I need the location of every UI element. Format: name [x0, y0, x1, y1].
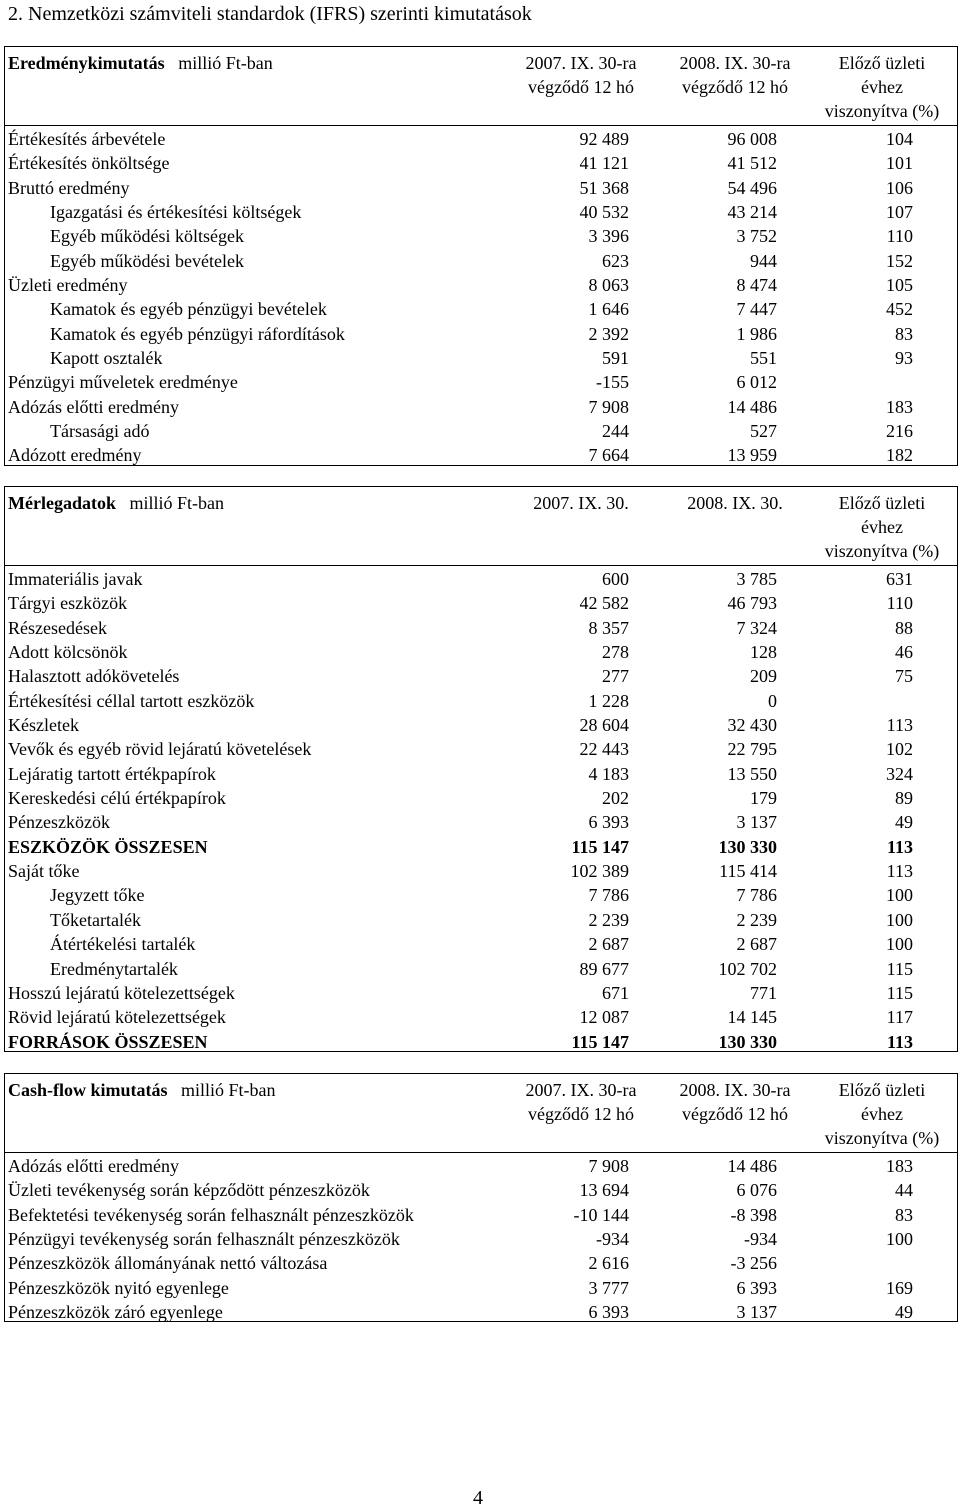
table-title-bold: Cash-flow kimutatás: [8, 1080, 168, 1100]
column-header-change: Előző üzleti évhez viszonyítva (%): [824, 53, 940, 121]
value-2007: 671: [602, 982, 629, 1003]
value-2007: 28 604: [579, 715, 629, 736]
row-label: Adózás előtti eredmény: [8, 396, 179, 417]
value-2008: 7 786: [736, 885, 777, 906]
value-2008: 2 687: [736, 934, 777, 955]
value-change-pct: 110: [886, 593, 913, 614]
table-row: [5, 737, 957, 761]
table-row: [5, 1030, 957, 1054]
value-2007: 1 646: [588, 299, 629, 320]
value-change-pct: 88: [895, 617, 913, 638]
table-title: [8, 1078, 276, 1102]
value-change-pct: 115: [886, 958, 913, 979]
value-2007: 22 443: [579, 739, 629, 760]
page-heading: 2. Nemzetközi számviteli standardok (IFRS) szerinti kimutatások: [8, 3, 532, 25]
table-row: [5, 883, 957, 907]
value-2008: 7 324: [736, 617, 777, 638]
value-2007: 2 616: [588, 1253, 629, 1274]
table-title-bold: Eredménykimutatás: [8, 53, 165, 73]
value-2008: 0: [768, 690, 777, 711]
row-label: Saját tőke: [8, 861, 80, 882]
value-2008: 527: [750, 421, 777, 442]
value-change-pct: 183: [886, 1156, 913, 1176]
row-label: Adott kölcsönök: [8, 642, 128, 663]
value-2007: 13 694: [579, 1180, 629, 1201]
value-change-pct: 75: [895, 666, 913, 687]
row-label: Átértékelési tartalék: [50, 934, 196, 955]
row-label: Bruttó eredmény: [8, 177, 130, 198]
column-header-2008: 2008. IX. 30-ra végződő 12 hó: [679, 1080, 791, 1124]
value-2008: 130 330: [718, 836, 777, 857]
value-2007: 277: [602, 666, 629, 687]
value-change-pct: 183: [886, 396, 913, 417]
value-2008: 32 430: [727, 715, 777, 736]
value-2007: 591: [602, 348, 629, 369]
table-row: [5, 151, 957, 175]
row-label: Hosszú lejáratú kötelezettségek: [8, 982, 235, 1003]
value-change-pct: 93: [895, 348, 913, 369]
column-header-2007: 2007. IX. 30.: [533, 493, 629, 513]
column-header-2007: 2007. IX. 30-ra végződő 12 hó: [525, 1080, 637, 1124]
table-row: [5, 200, 957, 224]
value-2008: 771: [750, 982, 777, 1003]
row-label: Tárgyi eszközök: [8, 593, 128, 614]
table-row: [5, 664, 957, 688]
table-title: [8, 491, 224, 515]
value-change-pct: 100: [886, 1229, 913, 1250]
table-body: [5, 566, 957, 1054]
value-change-pct: 100: [886, 934, 913, 955]
table-row: [5, 616, 957, 640]
table-row: [5, 932, 957, 956]
value-2008: 3 785: [736, 569, 777, 589]
value-2008: 8 474: [736, 275, 777, 296]
row-label: Üzleti tevékenység során képződött pénzeszközök: [8, 1180, 370, 1201]
value-2008: 6 393: [736, 1277, 777, 1298]
column-header-2008: 2008. IX. 30-ra végződő 12 hó: [679, 53, 791, 97]
table-row: [5, 762, 957, 786]
value-2007: 202: [602, 788, 629, 809]
value-change-pct: 113: [886, 836, 913, 857]
value-change-pct: 102: [886, 739, 913, 760]
value-change-pct: 49: [895, 1302, 913, 1323]
table-row: [5, 443, 957, 467]
value-2007: 115 147: [571, 836, 629, 857]
value-2008: 14 486: [727, 1156, 777, 1176]
value-2008: 41 512: [727, 153, 777, 174]
value-2007: 7 786: [588, 885, 629, 906]
value-change-pct: 115: [886, 982, 913, 1003]
table-row: [5, 713, 957, 737]
table-row: [5, 567, 957, 591]
column-header-2007: 2007. IX. 30-ra végződő 12 hó: [525, 53, 637, 97]
row-label: Halasztott adókövetelés: [8, 666, 180, 687]
value-2007: 41 121: [579, 153, 629, 174]
value-2007: 3 396: [588, 226, 629, 247]
table-row: [5, 1154, 957, 1178]
row-label: Egyéb működési bevételek: [50, 250, 244, 271]
table-row: [5, 1178, 957, 1202]
value-2008: 944: [750, 250, 777, 271]
table-row: [5, 640, 957, 664]
row-label: Eredménytartalék: [50, 958, 178, 979]
value-2007: 51 368: [579, 177, 629, 198]
value-change-pct: 100: [886, 885, 913, 906]
table-row: [5, 224, 957, 248]
value-change-pct: 117: [886, 1007, 913, 1028]
value-change-pct: 83: [895, 1204, 913, 1225]
table-row: [5, 810, 957, 834]
value-change-pct: 452: [886, 299, 913, 320]
value-change-pct: 100: [886, 909, 913, 930]
value-2007: 42 582: [579, 593, 629, 614]
table-header: [5, 487, 957, 566]
row-label: Kamatok és egyéb pénzügyi bevételek: [50, 299, 327, 320]
value-2007: 89 677: [579, 958, 629, 979]
value-change-pct: 110: [886, 226, 913, 247]
value-2007: 278: [602, 642, 629, 663]
value-change-pct: 216: [886, 421, 913, 442]
value-2008: 3 137: [736, 812, 777, 833]
table-row: [5, 1005, 957, 1029]
table-row: [5, 273, 957, 297]
table-row: [5, 786, 957, 810]
value-2007: 2 239: [588, 909, 629, 930]
row-label: ESZKÖZÖK ÖSSZESEN: [8, 836, 208, 857]
value-2008: 3 137: [736, 1302, 777, 1323]
value-2008: 13 959: [727, 445, 777, 466]
value-change-pct: 182: [886, 445, 913, 466]
row-label: Adózott eredmény: [8, 445, 142, 466]
row-label: Kereskedési célú értékpapírok: [8, 788, 226, 809]
table-row: [5, 1203, 957, 1227]
value-2007: 7 908: [588, 396, 629, 417]
value-2008: -934: [744, 1229, 777, 1250]
table-row: [5, 346, 957, 370]
value-2008: 46 793: [727, 593, 777, 614]
table-row: [5, 395, 957, 419]
table-title-bold: Mérlegadatok: [8, 493, 116, 513]
row-label: Vevők és egyéb rövid lejáratú követelések: [8, 739, 312, 760]
column-header-change: Előző üzleti évhez viszonyítva (%): [824, 493, 940, 561]
table-title: [8, 51, 273, 75]
value-2007: 115 147: [571, 1031, 629, 1052]
value-2008: 102 702: [718, 958, 777, 979]
value-2007: 40 532: [579, 202, 629, 223]
value-2008: -3 256: [730, 1253, 777, 1274]
value-2008: 179: [750, 788, 777, 809]
value-2008: 43 214: [727, 202, 777, 223]
value-2007: 244: [602, 421, 629, 442]
value-2008: 1 986: [736, 323, 777, 344]
table-row: [5, 1227, 957, 1251]
value-2007: 1 228: [588, 690, 629, 711]
cashflow-table: [4, 1073, 958, 1322]
value-2008: 209: [750, 666, 777, 687]
row-label: Készletek: [8, 715, 79, 736]
row-label: Pénzeszközök nyitó egyenlege: [8, 1277, 229, 1298]
table-header: [5, 1074, 957, 1153]
table-row: [5, 1276, 957, 1300]
balance-sheet-table: [4, 486, 958, 1052]
table-row: [5, 1251, 957, 1275]
value-2008: 130 330: [718, 1031, 777, 1052]
row-label: Tőketartalék: [50, 909, 141, 930]
table-row: [5, 689, 957, 713]
table-unit: millió Ft-ban: [129, 493, 224, 513]
table-row: [5, 957, 957, 981]
table-row: [5, 419, 957, 443]
table-header: [5, 47, 957, 126]
value-2008: 96 008: [727, 129, 777, 149]
table-row: [5, 127, 957, 151]
table-unit: millió Ft-ban: [181, 1080, 276, 1100]
value-change-pct: 106: [886, 177, 913, 198]
value-2007: 600: [602, 569, 629, 589]
table-unit: millió Ft-ban: [178, 53, 273, 73]
value-2007: -10 144: [573, 1204, 629, 1225]
row-label: FORRÁSOK ÖSSZESEN: [8, 1031, 208, 1052]
row-label: Értékesítés önköltsége: [8, 153, 170, 174]
row-label: Pénzügyi műveletek eredménye: [8, 372, 238, 393]
row-label: Pénzügyi tevékenység során felhasznált pénzeszközök: [8, 1229, 400, 1250]
row-label: Adózás előtti eredmény: [8, 1156, 179, 1176]
value-2008: 54 496: [727, 177, 777, 198]
value-change-pct: 152: [886, 250, 913, 271]
row-label: Pénzeszközök záró egyenlege: [8, 1302, 223, 1323]
value-2007: 2 392: [588, 323, 629, 344]
column-header-2008: 2008. IX. 30.: [687, 493, 783, 513]
value-2007: -934: [596, 1229, 629, 1250]
table-row: [5, 981, 957, 1005]
table-row: [5, 176, 957, 200]
row-label: Értékesítési céllal tartott eszközök: [8, 690, 255, 711]
value-change-pct: 631: [886, 569, 913, 589]
value-2008: 115 414: [719, 861, 777, 882]
value-2008: -8 398: [730, 1204, 777, 1225]
value-2008: 6 012: [736, 372, 777, 393]
value-change-pct: 113: [886, 715, 913, 736]
value-change-pct: 107: [886, 202, 913, 223]
row-label: Rövid lejáratú kötelezettségek: [8, 1007, 226, 1028]
value-2008: 13 550: [727, 763, 777, 784]
page-number: 4: [473, 1487, 483, 1509]
value-2007: 7 664: [588, 445, 629, 466]
row-label: Kamatok és egyéb pénzügyi ráfordítások: [50, 323, 345, 344]
value-change-pct: 324: [886, 763, 913, 784]
row-label: Értékesítés árbevétele: [8, 129, 166, 149]
value-2007: 6 393: [588, 812, 629, 833]
value-2007: 12 087: [579, 1007, 629, 1028]
value-2007: 8 357: [588, 617, 629, 638]
value-change-pct: 83: [895, 323, 913, 344]
row-label: Lejáratig tartott értékpapírok: [8, 763, 216, 784]
value-2008: 2 239: [736, 909, 777, 930]
column-header-change: Előző üzleti évhez viszonyítva (%): [824, 1080, 940, 1148]
row-label: Befektetési tevékenység során felhasznált pénzeszközök: [8, 1204, 414, 1225]
row-label: Kapott osztalék: [50, 348, 163, 369]
table-body: [5, 126, 957, 468]
row-label: Pénzeszközök állományának nettó változása: [8, 1253, 328, 1274]
value-2008: 551: [750, 348, 777, 369]
value-change-pct: 113: [886, 861, 913, 882]
income-statement-table: [4, 46, 958, 466]
value-2008: 6 076: [736, 1180, 777, 1201]
value-2007: 7 908: [588, 1156, 629, 1176]
table-row: [5, 249, 957, 273]
table-row: [5, 322, 957, 346]
table-body: [5, 1153, 957, 1324]
table-row: [5, 591, 957, 615]
value-change-pct: 101: [886, 153, 913, 174]
row-label: Részesedések: [8, 617, 107, 638]
value-2008: 7 447: [736, 299, 777, 320]
table-row: [5, 859, 957, 883]
table-row: [5, 835, 957, 859]
value-change-pct: 104: [886, 129, 913, 149]
value-2007: -155: [596, 372, 629, 393]
row-label: Igazgatási és értékesítési költségek: [50, 202, 302, 223]
table-row: [5, 1300, 957, 1324]
value-2007: 102 389: [570, 861, 629, 882]
value-change-pct: 113: [886, 1031, 913, 1052]
table-row: [5, 297, 957, 321]
table-row: [5, 370, 957, 394]
value-2007: 2 687: [588, 934, 629, 955]
row-label: Üzleti eredmény: [8, 275, 128, 296]
value-2008: 128: [750, 642, 777, 663]
value-2007: 8 063: [588, 275, 629, 296]
value-2008: 22 795: [727, 739, 777, 760]
value-2008: 3 752: [736, 226, 777, 247]
row-label: Jegyzett tőke: [50, 885, 145, 906]
value-2007: 92 489: [579, 129, 629, 149]
row-label: Társasági adó: [50, 421, 150, 442]
value-2007: 3 777: [588, 1277, 629, 1298]
value-2008: 14 486: [727, 396, 777, 417]
value-change-pct: 46: [895, 642, 913, 663]
table-row: [5, 908, 957, 932]
value-change-pct: 89: [895, 788, 913, 809]
value-2008: 14 145: [727, 1007, 777, 1028]
value-2007: 6 393: [588, 1302, 629, 1323]
value-2007: 4 183: [588, 763, 629, 784]
value-change-pct: 49: [895, 812, 913, 833]
value-change-pct: 169: [886, 1277, 913, 1298]
value-change-pct: 44: [895, 1180, 913, 1201]
value-change-pct: 105: [886, 275, 913, 296]
row-label: Immateriális javak: [8, 569, 143, 589]
row-label: Egyéb működési költségek: [50, 226, 244, 247]
value-2007: 623: [602, 250, 629, 271]
row-label: Pénzeszközök: [8, 812, 110, 833]
